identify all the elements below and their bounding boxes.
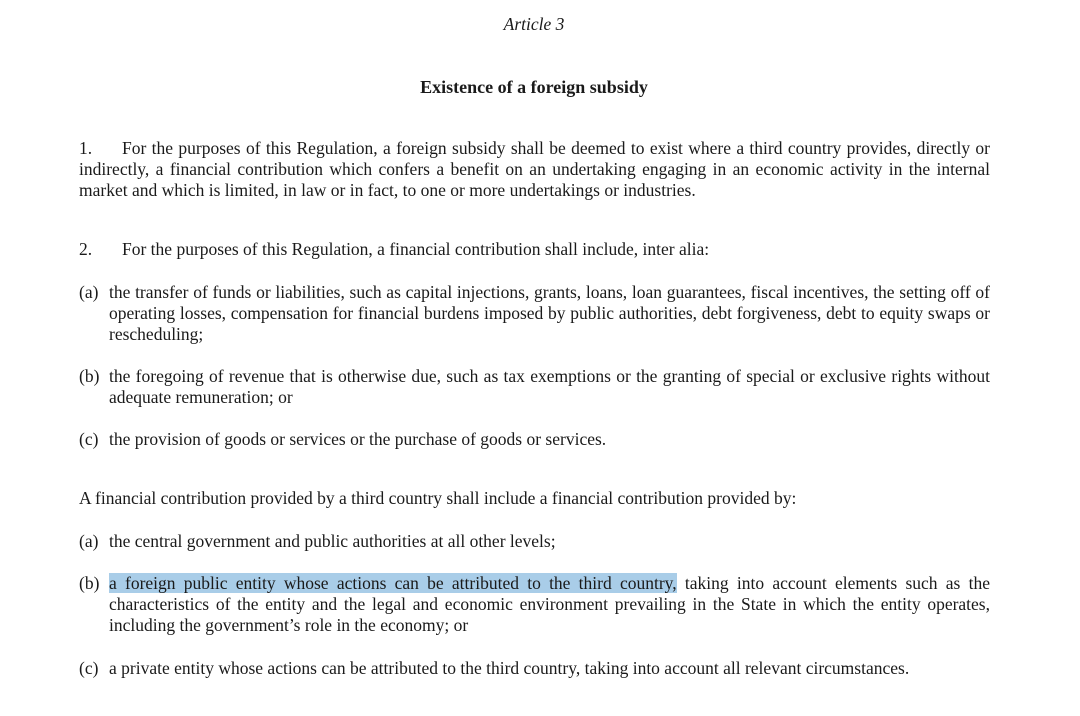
list-item (79, 429, 990, 450)
list-item-label: (c) (79, 658, 99, 678)
paragraph-1 (79, 138, 990, 201)
list-item-text: the provision of goods or services or the purchase of goods or services. (109, 429, 607, 449)
list-item (79, 573, 990, 636)
list-item-text: a private entity whose actions can be attributed to the third country, taking into account all relevant circumstances. (109, 658, 910, 678)
list-item-text: the central government and public authorities at all other levels; (109, 531, 556, 551)
paragraph-2 (79, 239, 990, 260)
text-selection-highlight[interactable]: a foreign public entity whose actions can be attributed to the third country, (109, 573, 677, 593)
list-item (79, 366, 990, 408)
list-item-text (109, 573, 990, 636)
paragraph-text: For the purposes of this Regulation, a foreign subsidy shall be deemed to exist where a third country provides, directly or indirectly, a financial contribution which confers a benefit on an undertaking engaging in an economic activity in the internal market and which is limited, in law or in fact, to one or more undertakings or industries. (79, 138, 990, 200)
list-item-text: the transfer of funds or liabilities, such as capital injections, grants, loans, loan guarantees, fiscal incentives, the setting off of operating losses, compensation for financial burdens imposed by public authorities, debt forgiveness, debt to equity swaps or rescheduling; (109, 282, 990, 344)
article-title: Existence of a foreign subsidy (420, 77, 648, 97)
intro-paragraph: A financial contribution provided by a third country shall include a financial contribution provided by: (79, 488, 797, 508)
paragraph-text: For the purposes of this Regulation, a financial contribution shall include, inter alia: (122, 239, 710, 259)
list-item-text: the foregoing of revenue that is otherwise due, such as tax exemptions or the granting of special or exclusive rights without adequate remuneration; or (109, 366, 990, 407)
list-item-label: (c) (79, 429, 99, 449)
article-number: Article 3 (503, 14, 565, 34)
list-item (79, 282, 990, 345)
paragraph-number: 2. (79, 239, 93, 259)
list-item-label: (a) (79, 531, 99, 551)
list-item-text-rest: taking into account elements such as the characteristics of the entity and the legal and economic environment prevailing in the State in which the entity operates, including the government’s role in the economy; or (109, 573, 990, 635)
list-item-label: (b) (79, 573, 100, 593)
list-item (79, 658, 990, 679)
paragraph-number: 1. (79, 138, 93, 158)
list-item-label: (a) (79, 282, 99, 302)
list-item-label: (b) (79, 366, 100, 386)
list-item (79, 531, 990, 552)
